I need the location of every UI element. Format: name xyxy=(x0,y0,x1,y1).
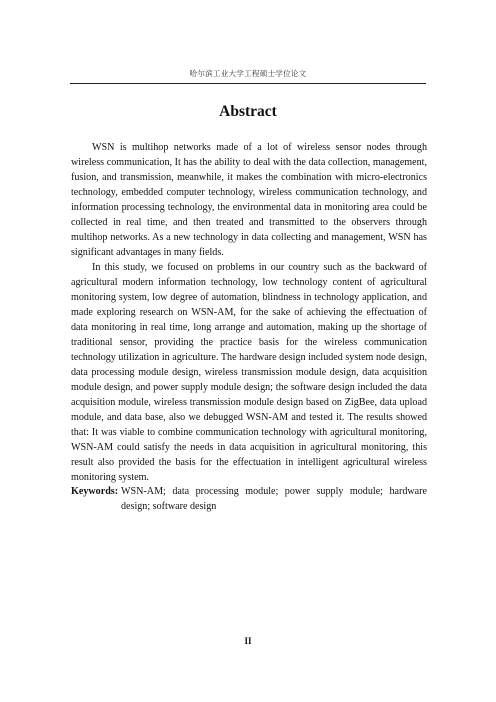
running-header: 哈尔滨工业大学工程硕士学位论文 xyxy=(189,69,307,78)
abstract-title: Abstract xyxy=(219,103,277,120)
keywords-text: WSN-AM; data processing module; power supply module; hardware design; software design xyxy=(121,486,427,512)
page-number: II xyxy=(244,636,252,646)
keywords-block xyxy=(71,484,427,514)
keywords-label: Keywords: xyxy=(71,486,119,497)
abstract-paragraph-1: WSN is multihop networks made of a lot of wireless sensor nodes through wireless communication, It has the ability to deal with the data collection, management, fusion, and transmission, meanwhile, it makes the combination with micro-electronics technology, embedded computer technology, wireless communication technology, and information processing technology, the environmental data in monitoring area could be collected in real time, and then treated and transmitted to the observers through multihop networks. As a new technology in data collecting and management, WSN has significant advantages in many fields. xyxy=(71,142,427,258)
header-divider xyxy=(70,83,426,84)
abstract-body xyxy=(71,140,427,485)
abstract-paragraph-2: In this study, we focused on problems in our country such as the backward of agricultural modern information technology, low technology content of agricultural monitoring system, low degree of automation, blindness in technology application, and made exploring research on WSN-AM, for the sake of achieving the effectuation of data monitoring in real time, long arrange and automation, making up the shortage of traditional sensor, providing the practice basis for the wireless communication technology utilization in agriculture. The hardware design included system node design, data processing module design, wireless transmission module design, data acquisition module design, and power supply module design; the software design included the data acquisition module, wireless transmission module design based on ZigBee, data upload module, and data base, also we debugged WSN-AM and tested it. The results showed that: It was viable to combine communication technology with agricultural monitoring, WSN-AM could satisfy the needs in data acquisition in agricultural monitoring, this result also provided the basis for the effectuation in intelligent agricultural wireless monitoring system. xyxy=(71,262,427,483)
